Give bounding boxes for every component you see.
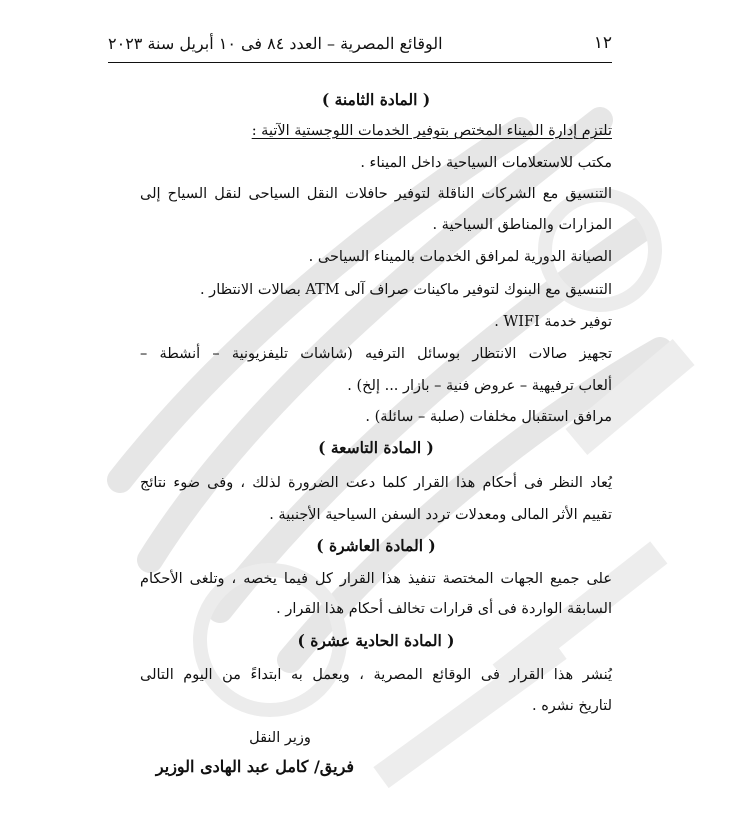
page-header — [108, 24, 612, 63]
article-8-line-9: مرافق استقبال مخلفات (صلبة – سائلة) . — [365, 409, 612, 425]
article-8-line-3: المزارات والمناطق السياحية . — [432, 217, 612, 233]
article-10-line-1: على جميع الجهات المختصة تنفيذ هذا القرار كل فيما يخصه ، وتلغى الأحكام — [140, 571, 612, 587]
article-11-line-1: يُنشر هذا القرار فى الوقائع المصرية ، ويعمل به ابتداءً من اليوم التالى — [140, 667, 612, 683]
article-8-line-7: تجهيز صالات الانتظار بوسائل الترفيه (شاشات تليفزيونية – أنشطة – — [140, 346, 612, 362]
page-number: ١٢ — [593, 33, 612, 53]
article-10-line-2: السابقة الواردة فى أى قرارات تخالف أحكام هذا القرار . — [276, 601, 612, 617]
article-8-line-2: التنسيق مع الشركات الناقلة لتوفير حافلات النقل السياحى لنقل السياح إلى — [140, 186, 612, 202]
article-8-line-1: مكتب للاستعلامات السياحية داخل الميناء . — [360, 155, 612, 171]
article-10-heading: ( المادة العاشرة ) — [316, 536, 436, 555]
article-8-line-4: الصيانة الدورية لمرافق الخدمات بالميناء السياحى . — [308, 249, 612, 265]
signature-name: فريق/ كامل عبد الهادى الوزير — [155, 757, 355, 776]
article-8-intro: تلتزم إدارة الميناء المختص بتوفير الخدمات اللوجستية الآتية : — [251, 123, 612, 139]
article-8-line-8: ألعاب ترفيهية – عروض فنية – بازار ... إلخ) . — [347, 378, 612, 394]
article-9-heading: ( المادة التاسعة ) — [318, 438, 434, 457]
article-11-heading: ( المادة الحادية عشرة ) — [297, 631, 455, 650]
article-9-line-2: تقييم الأثر المالى ومعدلات تردد السفن السياحية الأجنبية . — [269, 507, 612, 523]
article-8-heading: ( المادة الثامنة ) — [321, 90, 431, 109]
signature-title: وزير النقل — [249, 730, 311, 746]
article-9-line-1: يُعاد النظر فى أحكام هذا القرار كلما دعت الضرورة لذلك ، وفى ضوء نتائج — [140, 475, 612, 491]
article-8-line-6: توفير خدمة WIFI . — [494, 314, 612, 330]
running-head: الوقائع المصرية – العدد ٨٤ فى ١٠ أبريل سنة ٢٠٢٣ — [108, 33, 443, 53]
article-11-line-2: لتاريخ نشره . — [531, 698, 612, 714]
article-8-line-5: التنسيق مع البنوك لتوفير ماكينات صراف آلى ATM بصالات الانتظار . — [199, 282, 612, 298]
